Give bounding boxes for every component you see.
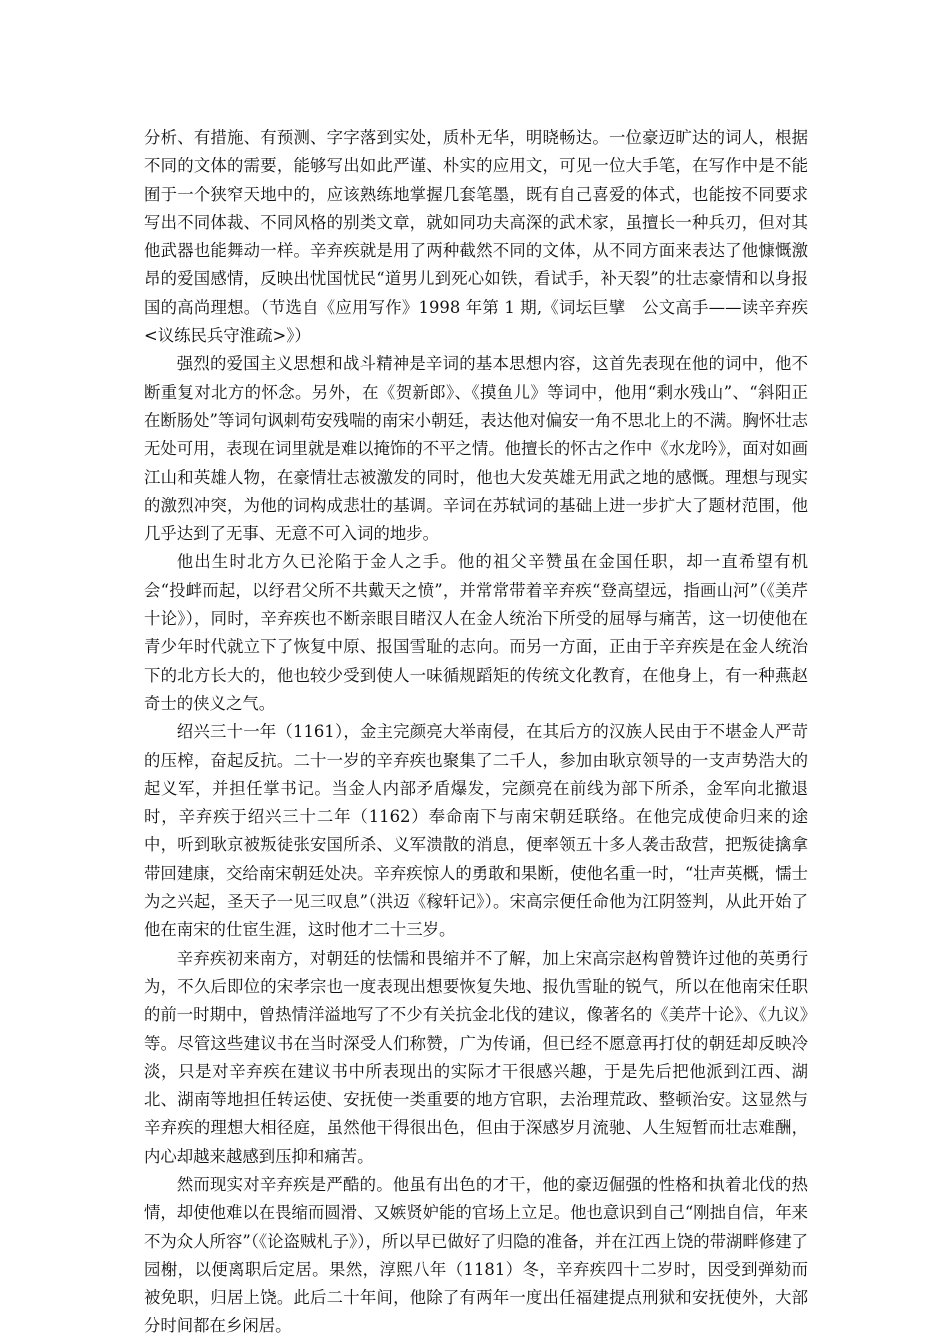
document-body (144, 124, 808, 1341)
paragraph-retirement: 然而现实对辛弃疾是严酷的。他虽有出色的才干，他的豪迈倔强的性格和执着北伐的热情，却使他难以在畏缩而圆滑、又嫉贤妒能的官场上立足。他也意识到自己“刚拙自信，年来不为众人所容”（《论盗贼札子》），所以早已做好了归隐的准备，并在江西上饶的带湖畔修建了园榭，以便离职后定居。果然，淳熙八年（1181）冬，辛弃疾四十二岁时，因受到弹劾而被免职，归居上饶。此后二十年间，他除了有两年一度出任福建提点刑狱和安抚使外，大部分时间都在乡闲居。 (144, 1174, 809, 1336)
paragraph-early-life: 他出生时北方久已沦陷于金人之手。他的祖父辛赞虽在金国任职，却一直希望有机会“投衅而起，以纾君父所不共戴天之愤”，并常常带着辛弃疾“登高望远，指画山河”（《美芹十论》），同时，辛弃疾也不断亲眼目睹汉人在金人统治下所受的屈辱与痛苦，这一切使他在青少年时代就立下了恢复中原、报国雪耻的志向。而另一方面，正由于辛弃疾是在金人统治下的北方长大的，他也较少受到使人一味循规蹈矩的传统文化教育，在他身上，有一种燕赵奇士的侠义之气。 (144, 552, 808, 713)
paragraph-continuation: 分析、有措施、有预测、字字落到实处，质朴无华，明晓畅达。一位豪迈旷达的词人，根据不同的文体的需要，能够写出如此严谨、朴实的应用文，可见一位大手笔，在写作中是不能囿于一个狭窄天地中的，应该熟练地掌握几套笔墨，既有自己喜爱的体式，也能按不同要求写出不同体裁、不同风格的别类文章，就如同功夫高深的武术家，虽擅长一种兵刃，但对其他武器也能舞动一样。辛弃疾就是用了两种截然不同的文体，从不同方面来表达了他慷慨激昂的爱国感情，反映出忧国忧民“道男儿到死心如铁，看试手，补天裂”的壮志豪情和以身报国的高尚理想。（节选自《应用写作》1998 年第 1 期,《词坛巨擘 公文高手——读辛弃疾<议练民兵守淮疏>》） (144, 128, 808, 346)
paragraph-southern-career: 辛弃疾初来南方，对朝廷的怯懦和畏缩并不了解，加上宋高宗赵构曾赞许过他的英勇行为，不久后即位的宋孝宗也一度表现出想要恢复失地、报仇雪耻的锐气，所以在他南宋任职的前一时期中，曾热情洋溢地写了不少有关抗金北伐的建议，像著名的《美芹十论》、《九议》等。尽管这些建议书在当时深受人们称赞，广为传诵，但已经不愿意再打仗的朝廷却反映冷淡，只是对辛弃疾在建议书中所表现出的实际才干很感兴趣，于是先后把他派到江西、湖北、湖南等地担任转运使、安抚使一类重要的地方官职，去治理荒政、整顿治安。这显然与辛弃疾的理想大相径庭，虽然他干得很出色，但由于深感岁月流驰、人生短暂而壮志难酬，内心却越来越感到压抑和痛苦。 (144, 948, 808, 1166)
paragraph-uprising: 绍兴三十一年（1161），金主完颜亮大举南侵，在其后方的汉族人民由于不堪金人严苛的压榨，奋起反抗。二十一岁的辛弃疾也聚集了二千人，参加由耿京领导的一支声势浩大的起义军，并担任掌书记。当金人内部矛盾爆发，完颜亮在前线为部下所杀，金军向北撤退时，辛弃疾于绍兴三十二年（1162）奉命南下与南宋朝廷联络。在他完成使命归来的途中，听到耿京被叛徒张安国所杀、义军溃散的消息，便率领五十多人袭击敌营，把叛徒擒拿带回建康，交给南宋朝廷处决。辛弃疾惊人的勇敢和果断，使他名重一时，“壮声英概，懦士为之兴起，圣天子一见三叹息”（洪迈《稼轩记》）。宋高宗便任命他为江阴签判，从此开始了他在南宋的仕宦生涯，这时他才二十三岁。 (144, 722, 809, 940)
paragraph-patriotism: 强烈的爱国主义思想和战斗精神是辛词的基本思想内容，这首先表现在他的词中，他不断重复对北方的怀念。另外，在《贺新郎》、《摸鱼儿》等词中，他用“剩水残山”、“斜阳正在断肠处”等词句讽刺苟安残喘的南宋小朝廷，表达他对偏安一角不思北上的不满。胸怀壮志无处可用，表现在词里就是难以掩饰的不平之情。他擅长的怀古之作中《水龙吟》，面对如画江山和英雄人物，在豪情壮志被激发的同时，他也大发英雄无用武之地的感慨。理想与现实的激烈冲突，为他的词构成悲壮的基调。辛词在苏轼词的基础上进一步扩大了题材范围，他几乎达到了无事、无意不可入词的地步。 (144, 354, 809, 544)
